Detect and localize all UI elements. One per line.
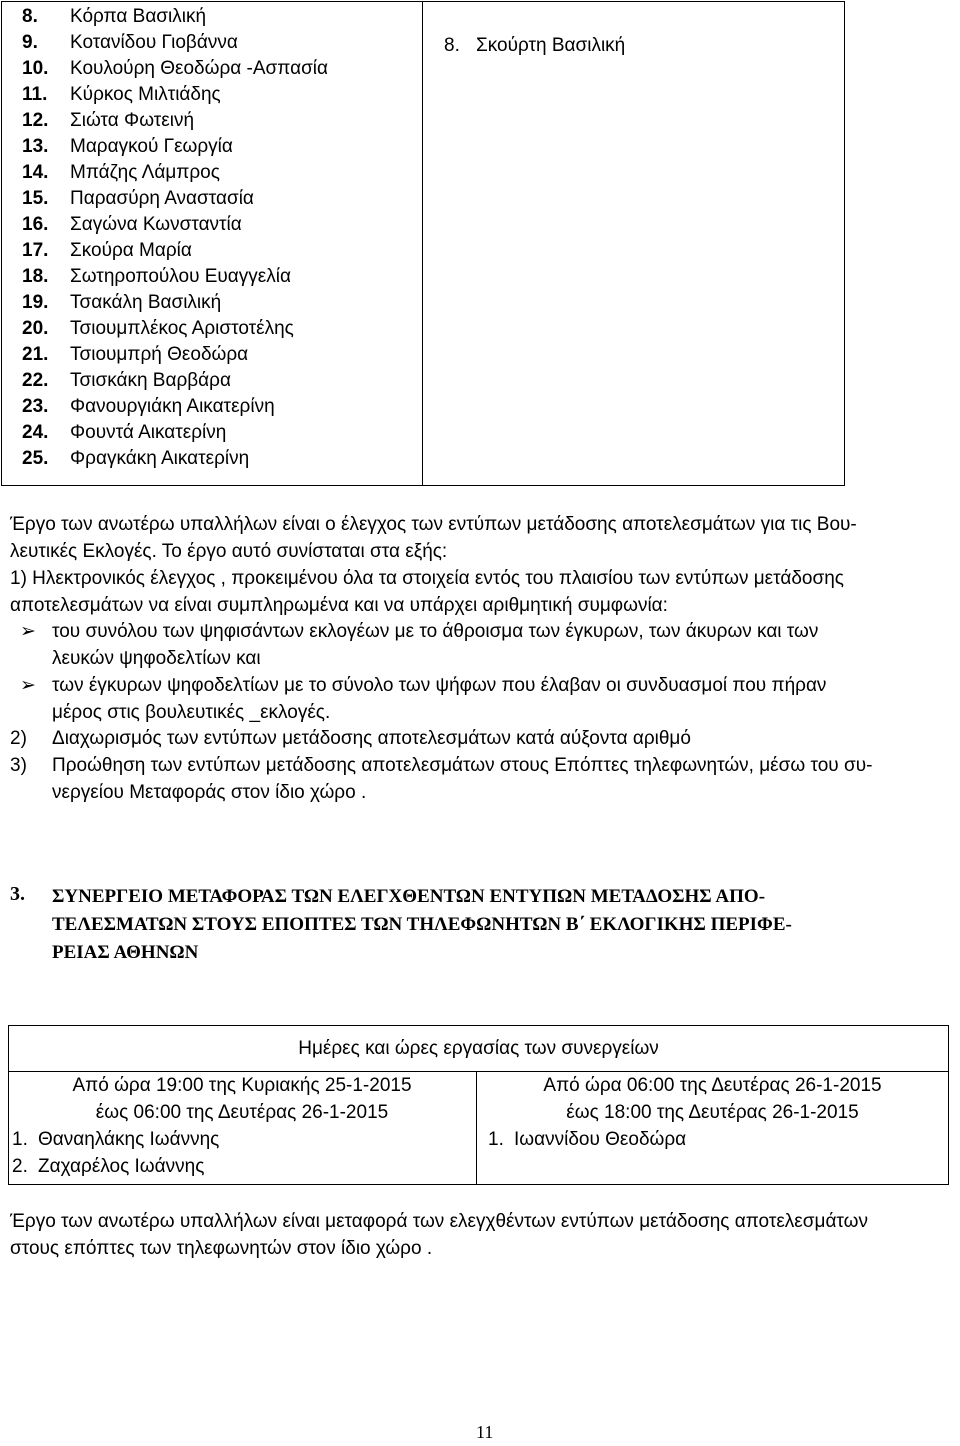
list-item [22,4,328,30]
list-item-number: 14. [22,162,49,183]
staff-name: Θαναηλάκης Ιωάννης [38,1129,220,1150]
list-item-name: Σκούρα Μαρία [70,240,192,261]
item-number: 3) [10,755,27,776]
paragraph-line: λευτικές Εκλογές. Το έργο αυτό συνίσταται στα εξής: [10,541,448,562]
staff-number: 2. [12,1156,28,1177]
list-item [22,368,328,394]
list-item-name: Φανουργιάκη Αικατερίνη [70,396,275,417]
list-item [22,30,328,56]
list-item-name: Τσιουμπρή Θεοδώρα [70,344,249,365]
list-item [22,290,328,316]
section-heading-line: ΤΕΛΕΣΜΑΤΩΝ ΣΤΟΥΣ ΕΠΟΠΤΕΣ ΤΩΝ ΤΗΛΕΦΩΝΗΤΩΝ Β΄ ΕΚΛΟΓΙΚΗΣ ΠΕΡΙΦΕ- [52,914,792,935]
list-item-name: Κοτανίδου Γιοβάννα [70,32,238,53]
list-item-name: Τσισκάκη Βαρβάρα [70,370,231,391]
left-name-list [22,4,328,472]
bullet-line: μέρος στις βουλευτικές _εκλογές. [52,702,331,723]
list-item-name: Φραγκάκη Αικατερίνη [70,448,250,469]
list-item-number: 12. [22,110,49,131]
list-item [22,212,328,238]
list-item-number: 23. [22,396,49,417]
list-item-number: 25. [22,448,49,469]
bullet-line: λευκών ψηφοδελτίων και [52,648,261,669]
list-item [22,316,328,342]
section-heading-line: ΡΕΙΑΣ ΑΘΗΝΩΝ [52,942,199,963]
section-heading-line: ΣΥΝΕΡΓΕΙΟ ΜΕΤΑΦΟΡΑΣ ΤΩΝ ΕΛΕΓΧΘΕΝΤΩΝ ΕΝΤΥΠΩΝ ΜΕΤΑΔΟΣΗΣ ΑΠΟ- [52,886,766,907]
list-item-number: 24. [22,422,49,443]
list-item-name: Σαγώνα Κωνσταντία [70,214,242,235]
list-item [22,108,328,134]
item-text: Διαχωρισμός των εντύπων μετάδοσης αποτελεσμάτων κατά αύξοντα αριθμό [52,728,691,749]
closing-line: Έργο των ανωτέρω υπαλλήλων είναι μεταφορά των ελεγχθέντων εντύπων μετάδοσης αποτελεσμάτων [10,1211,869,1232]
list-item [22,394,328,420]
closing-line: στους επόπτες των τηλεφωνητών στον ίδιο χώρο . [10,1238,433,1259]
list-item [22,342,328,368]
list-item-name: Μαραγκού Γεωργία [70,136,233,157]
list-item [444,33,625,59]
paragraph-line: Έργο των ανωτέρω υπαλλήλων είναι ο έλεγχος των εντύπων μετάδοσης αποτελεσμάτων για τις Βου- [10,514,857,535]
list-item [22,420,328,446]
list-item-number: 13. [22,136,49,157]
list-item-name: Μπάζης Λάμπρος [70,162,220,183]
staff-name: Ζαχαρέλος Ιωάννης [38,1156,205,1177]
list-item [22,56,328,82]
list-item-number: 8. [22,6,38,27]
left-time-range: Από ώρα 19:00 της Κυριακής 25-1-2015 [72,1075,412,1096]
list-item-number: 22. [22,370,49,391]
list-item-name: Φουντά Αικατερίνη [70,422,227,443]
paragraph-line: αποτελεσμάτων να είναι συμπληρωμένα και να υπάρχει αριθμητική συμφωνία: [10,595,668,616]
item-text: Προώθηση των εντύπων μετάδοσης αποτελεσμάτων στους Επόπτες τηλεφωνητών, μέσω του συ- [52,755,873,776]
list-item [22,134,328,160]
right-time-range: Από ώρα 06:00 της Δευτέρας 26-1-2015 [543,1075,882,1096]
list-item-name: Κουλούρη Θεοδώρα -Ασπασία [70,58,329,79]
list-item-name: Παρασύρη Αναστασία [70,188,254,209]
bullet-line: των έγκυρων ψηφοδελτίων με το σύνολο των ψήφων που έλαβαν οι συνδυασμοί που πήραν [52,675,827,696]
staff-number: 1. [488,1129,504,1150]
section-number: 3. [10,883,25,905]
arrow-bullet-icon: ➢ [20,621,36,642]
list-item-name: Κύρκος Μιλτιάδης [70,84,221,105]
list-item [22,160,328,186]
list-item-number: 17. [22,240,49,261]
left-time-range: έως 06:00 της Δευτέρας 26-1-2015 [95,1102,389,1123]
list-item [22,82,328,108]
list-item-name: Κόρπα Βασιλική [70,6,207,27]
arrow-bullet-icon: ➢ [20,675,36,696]
list-item-name: Σκούρτη Βασιλική [476,35,626,56]
list-item-number: 16. [22,214,49,235]
page-number: 11 [476,1422,494,1442]
list-item-number: 18. [22,266,49,287]
schedule-table-header: Ημέρες και ώρες εργασίας των συνεργείων [298,1038,659,1059]
list-item-name: Σιώτα Φωτεινή [70,110,195,131]
list-item-number: 11. [22,84,48,105]
list-item-name: Σωτηροπούλου Ευαγγελία [70,266,291,287]
list-item-number: 20. [22,318,49,339]
list-item-number: 10. [22,58,49,79]
item-text: νεργείου Μεταφοράς στον ίδιο χώρο . [52,782,367,803]
list-item [22,186,328,212]
bullet-line: του συνόλου των ψηφισάντων εκλογέων με το άθροισμα των έγκυρων, των άκυρων και των [52,621,819,642]
list-item-number: 8. [444,35,460,56]
list-item-number: 19. [22,292,49,313]
list-item-number: 21. [22,344,49,365]
staff-number: 1. [12,1129,28,1150]
list-item-name: Τσιουμπλέκος Αριστοτέλης [70,318,294,339]
list-item-number: 9. [22,32,38,53]
list-item-name: Τσακάλη Βασιλική [70,292,222,313]
list-item [22,446,328,472]
right-time-range: έως 18:00 της Δευτέρας 26-1-2015 [566,1102,859,1123]
right-name-list [444,33,625,59]
top-table-divider [422,1,423,486]
paragraph-line: 1) Ηλεκτρονικός έλεγχος , προκειμένου όλα τα στοιχεία εντός του πλαισίου των εντύπων μετάδοσης [10,568,844,589]
list-item-number: 15. [22,188,49,209]
item-number: 2) [10,728,27,749]
list-item [22,264,328,290]
staff-name: Ιωαννίδου Θεοδώρα [514,1129,687,1150]
list-item [22,238,328,264]
